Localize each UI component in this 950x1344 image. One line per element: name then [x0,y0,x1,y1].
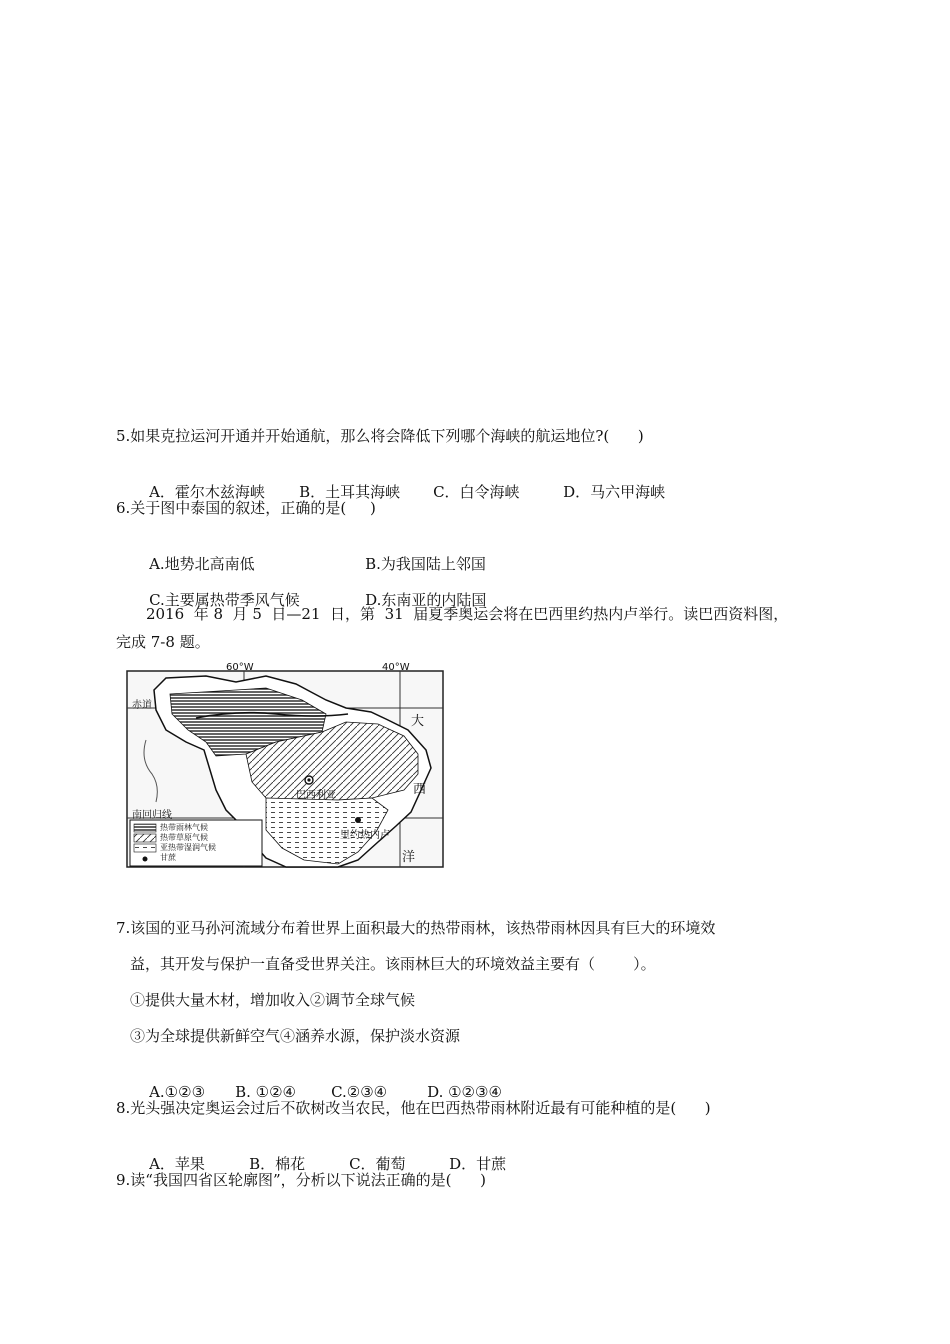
label-capital: 巴西利亚 [296,790,336,801]
legend-label-subtropical: 亚热带湿润气候 [160,843,216,852]
label-ocean-2: 西 [413,782,427,797]
city-marker [355,817,361,823]
label-city: 里约热内卢 [340,830,390,841]
q7-option-c: C.②③④ [331,1083,388,1101]
q8-option-d: D．甘蔗 [449,1155,507,1173]
q5-option-b: B．土耳其海峡 [299,483,401,501]
q6-stem: 6.关于图中泰国的叙述，正确的是( ) [116,499,376,517]
q5-option-c: C．白令海峡 [433,483,520,501]
q6-option-c: C.主要属热带季风气候 [149,591,300,609]
legend-swatch-rainforest [134,824,156,832]
passage-line-2: 完成 7-8 题。 [116,633,210,651]
label-equator: 赤道 [132,700,152,711]
q6-option-b: B.为我国陆上邻国 [365,555,486,573]
label-ocean-1: 大 [411,714,425,729]
legend-labels [160,823,216,863]
q6-option-d: D.东南亚的内陆国 [365,591,487,609]
capital-marker-dot [307,778,310,781]
legend-label-sugarcane: 甘蔗 [160,853,176,862]
legend-swatch-sugarcane [143,857,148,862]
q7-stem-line-2: 益，其开发与保护一直备受世界关注。该雨林巨大的环境效益主要有（ ）。 [130,955,656,973]
q7-stem-line-1: 7.该国的亚马孙河流域分布着世界上面积最大的热带雨林，该热带雨林因具有巨大的环境效 [116,919,716,937]
label-tropic: 南回归线 [132,810,172,821]
q8-option-b: B．棉花 [249,1155,306,1173]
q9-stem: 9.读“我国四省区轮廓图”，分析以下说法正确的是( ) [116,1171,486,1189]
q5-option-d: D．马六甲海峡 [563,483,666,501]
label-ocean-3: 洋 [402,850,416,865]
q6-option-a: A.地势北高南低 [149,555,255,573]
brazil-climate-map [126,662,444,868]
q7-option-d: D. ①②③④ [427,1083,502,1101]
q7-option-b: B. ①②④ [235,1083,296,1101]
legend-label-savanna: 热带草原气候 [160,833,208,842]
legend-swatch-savanna [134,834,156,842]
label-60w: 60°W [226,662,254,673]
label-40w: 40°W [382,662,410,673]
passage-line-1: 2016 年 8 月 5 日—21 日，第 31 届夏季奥运会将在巴西里约热内卢举行。读巴西资料图， [146,605,789,623]
q7-item-line-2: ③为全球提供新鲜空气④涵养水源，保护淡水资源 [130,1027,461,1045]
q8-option-c: C．葡萄 [349,1155,406,1173]
q5-stem: 5.如果克拉运河开通并开始通航，那么将会降低下列哪个海峡的航运地位?( ) [116,427,644,445]
legend-swatch-subtropical [134,844,156,852]
legend-label-rainforest: 热带雨林气候 [160,823,208,832]
q7-item-line-1: ①提供大量木材，增加收入②调节全球气候 [130,991,416,1009]
q5-option-a: A．霍尔木兹海峡 [149,483,265,501]
q8-stem: 8.光头强决定奥运会过后不砍树改当农民，他在巴西热带雨林附近最有可能种植的是( ) [116,1099,711,1117]
q8-option-a: A．苹果 [149,1155,205,1173]
q7-option-a: A.①②③ [149,1083,206,1101]
